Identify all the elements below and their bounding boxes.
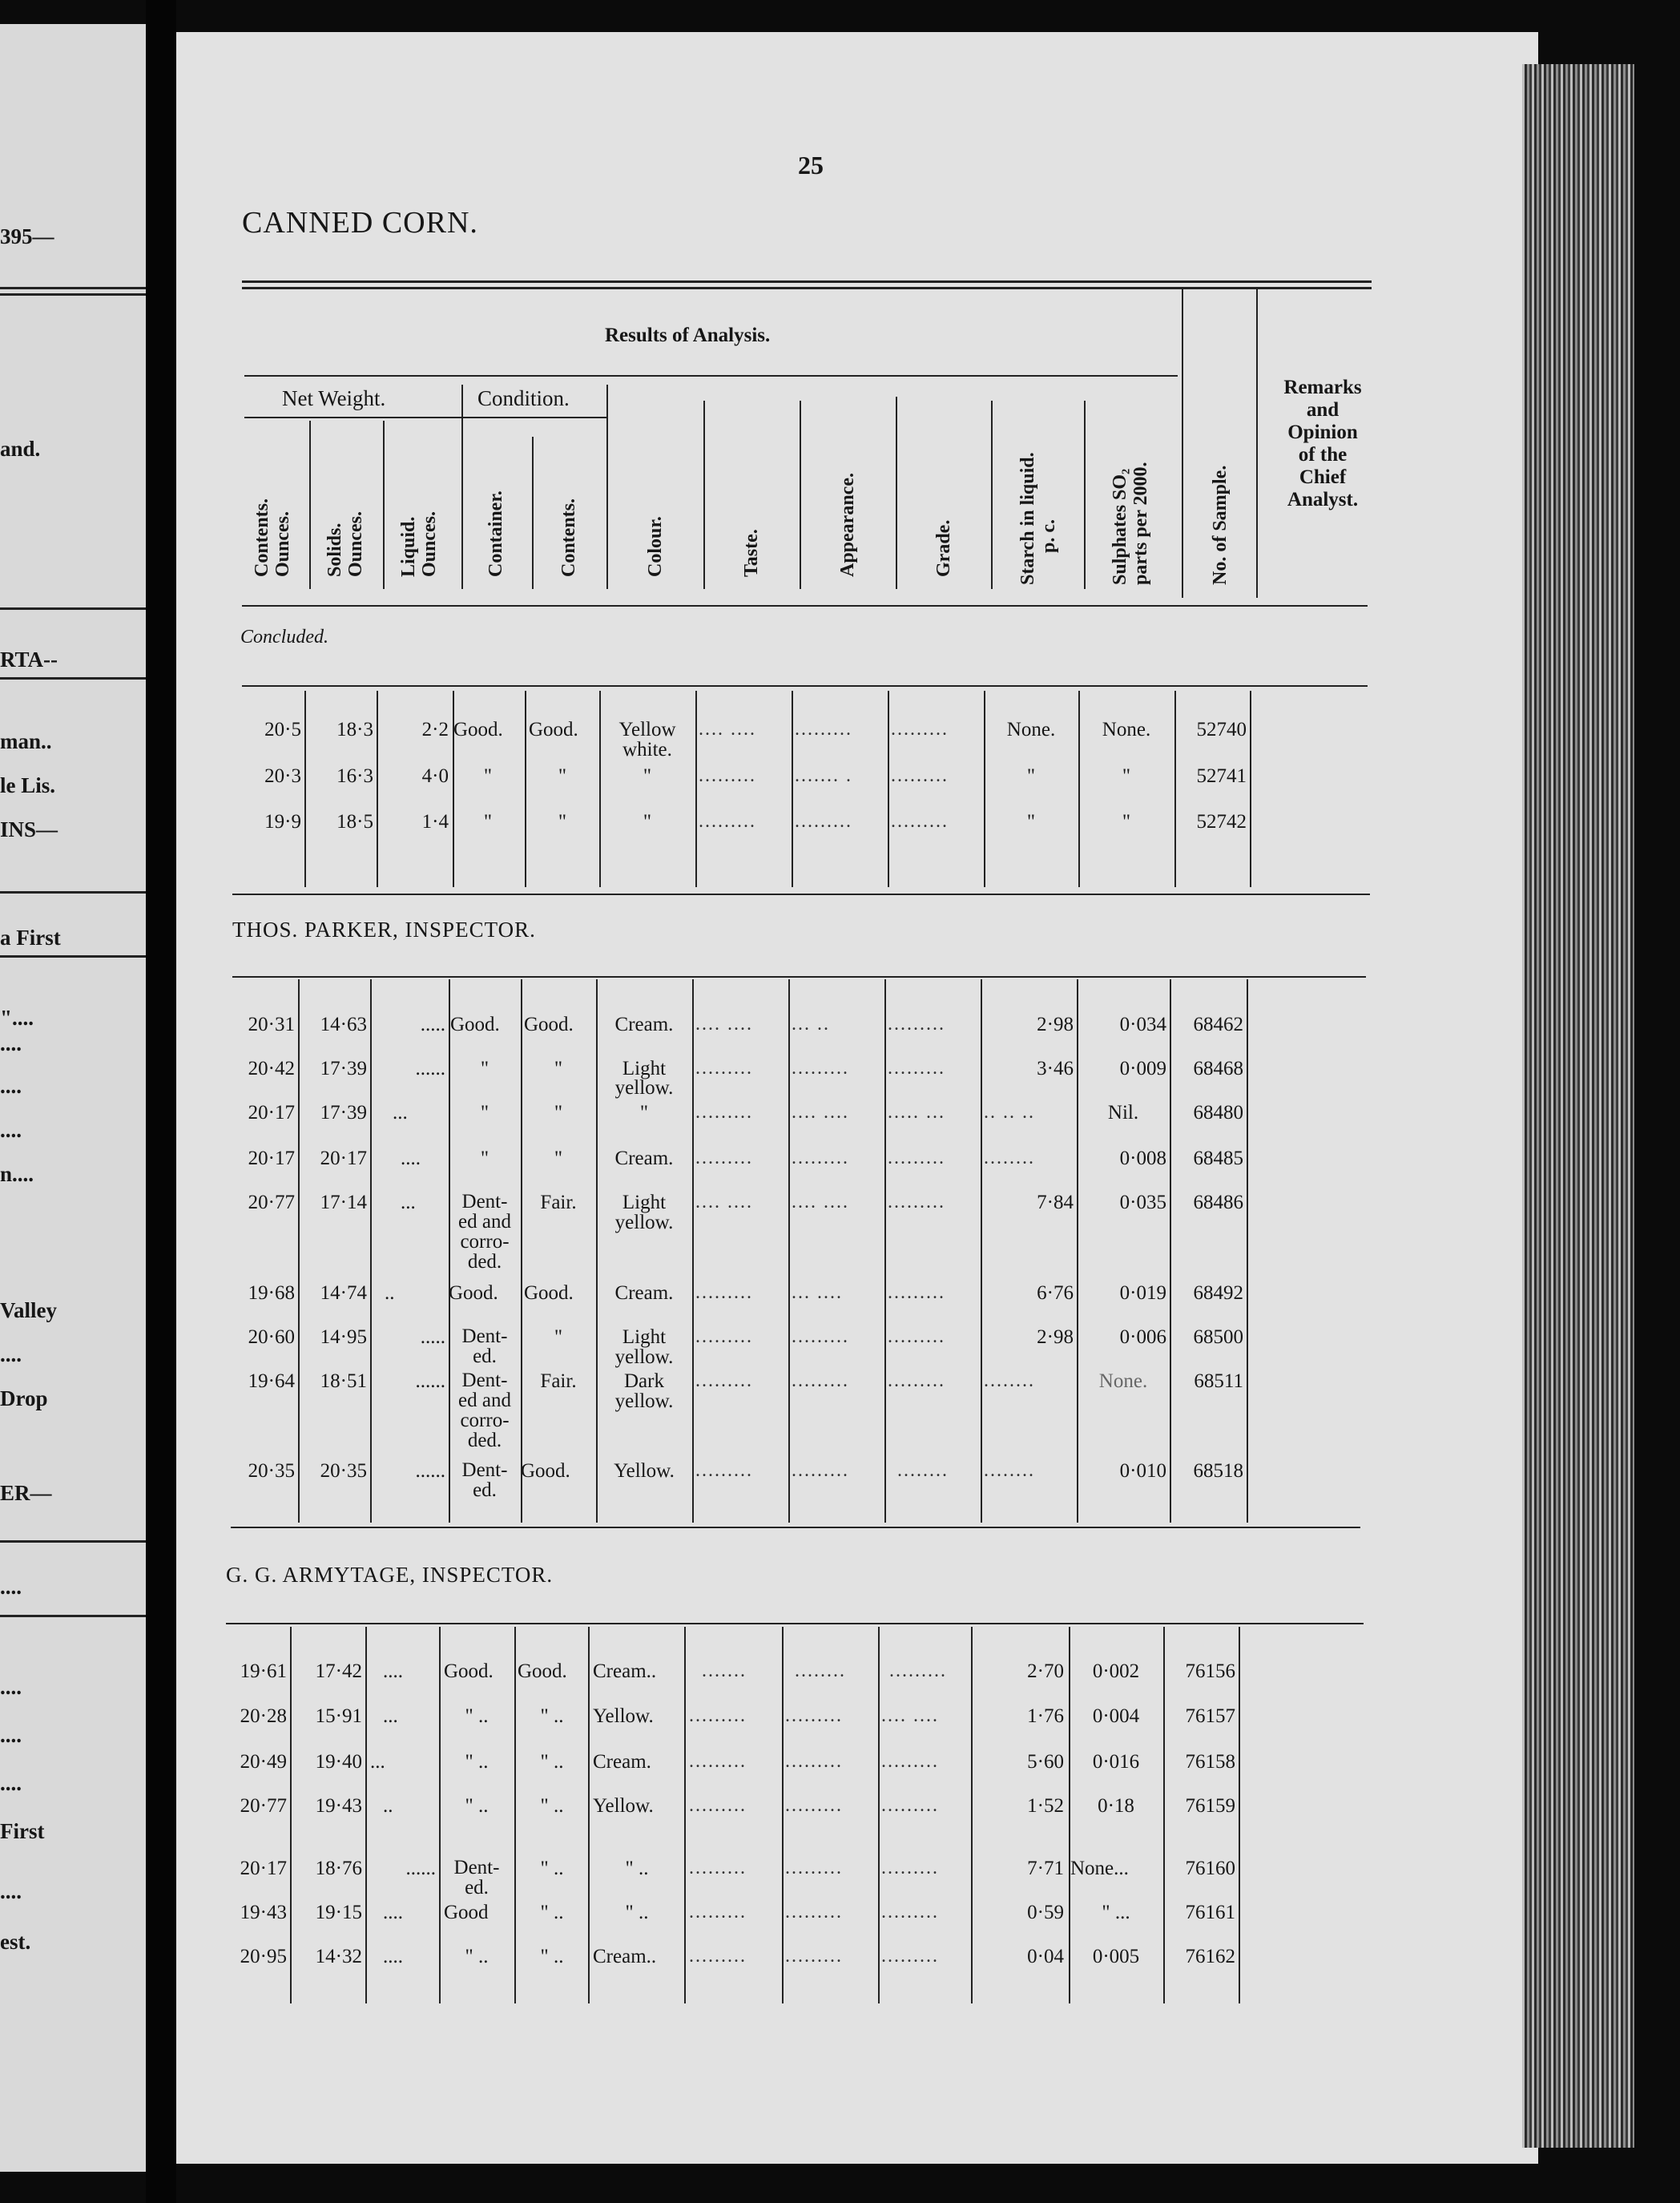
cell-sulphates: " ... [1102, 1902, 1130, 1923]
cell-contents: 20·77 [248, 1192, 295, 1213]
net-weight-heading: Net Weight. [282, 386, 386, 410]
cell-colour-line2: yellow. [614, 1390, 674, 1412]
cell-colour: " .. [625, 1902, 649, 1923]
cell-container: Good [444, 1902, 489, 1923]
cell-condition-contents: " [558, 811, 567, 833]
cell-sulphates: 0·006 [1119, 1326, 1166, 1348]
cell-sample: 76160 [1185, 1858, 1235, 1879]
cell-sulphates: None. [1102, 719, 1151, 740]
cell-starch: 1·76 [1027, 1705, 1064, 1727]
cell-liquid: ...... [415, 1370, 445, 1392]
left-fragment: .... [0, 1575, 22, 1599]
cell-colour: Cream. [614, 1014, 674, 1035]
cell-colour: Light [622, 1058, 667, 1079]
cell-solids: 14·32 [315, 1946, 362, 1967]
col-solids-ounces-2: Ounces. [345, 510, 366, 577]
col-starch-1: Starch in liquid. [1017, 452, 1038, 585]
page-number: 25 [798, 151, 824, 180]
cell-condition-contents: Good. [518, 1660, 567, 1682]
cell-colour: Yellow. [593, 1705, 654, 1727]
col-container: Container. [485, 490, 506, 577]
left-fragment: .... [0, 1342, 22, 1366]
col-contents-ounces-1: Contents. [252, 498, 272, 577]
cell-sulphates: None. [1098, 1370, 1148, 1392]
left-fragment: le Lis. [0, 773, 56, 797]
cell-sulphates: 0·004 [1092, 1705, 1140, 1727]
cell-sulphates: 0·18 [1098, 1795, 1134, 1817]
cell-solids: 19·43 [315, 1795, 362, 1817]
cell-colour: Yellow [618, 719, 676, 740]
cell-liquid: ..... [420, 1326, 445, 1348]
cell-sample: 76159 [1185, 1795, 1235, 1817]
cell-contents: 19·68 [248, 1282, 295, 1304]
cell-condition-contents: " [558, 765, 567, 787]
cell-sulphates: None... [1070, 1858, 1129, 1879]
cell-container: " [483, 765, 493, 787]
cell-sample: 76157 [1185, 1705, 1235, 1727]
cell-condition-contents: " .. [540, 1795, 564, 1817]
cell-contents: 20·60 [248, 1326, 295, 1348]
cell-starch: " [1026, 811, 1036, 833]
cell-liquid: ... [383, 1705, 398, 1727]
cell-colour: Light [622, 1326, 667, 1348]
cell-contents: 20·42 [248, 1058, 295, 1079]
left-fragment: .... [0, 1771, 22, 1795]
cell-contents: 19·43 [240, 1902, 287, 1923]
cell-sample: 68462 [1193, 1014, 1243, 1035]
cell-contents: 20·5 [264, 719, 301, 740]
left-fragment: and. [0, 437, 41, 461]
cell-sulphates: 0·009 [1119, 1058, 1166, 1079]
cell-sulphates: 0·019 [1119, 1282, 1166, 1304]
cell-sample: 76156 [1185, 1660, 1235, 1682]
book-gutter [146, 0, 176, 2203]
cell-sample: 68486 [1193, 1192, 1243, 1213]
cell-condition-contents: " [554, 1058, 563, 1079]
col-solids-ounces-1: Solids. [324, 523, 345, 577]
cell-colour: Dark [624, 1370, 664, 1392]
cell-sample: 68518 [1193, 1460, 1243, 1482]
cell-condition-contents: " [554, 1148, 563, 1169]
left-fragment: est. [0, 1930, 31, 1954]
col-starch-2: p. c. [1038, 519, 1059, 553]
cell-container: Good. [449, 1282, 498, 1304]
cell-colour: Cream. [614, 1148, 674, 1169]
cell-starch: 7·84 [1037, 1192, 1074, 1213]
cell-condition-contents: Fair. [540, 1192, 577, 1213]
cell-contents: 20·77 [240, 1795, 287, 1817]
cell-contents: 20·3 [264, 765, 301, 787]
cell-solids: 19·15 [315, 1902, 362, 1923]
cell-condition-contents: Good. [524, 1014, 574, 1035]
cell-liquid: .. [385, 1282, 395, 1304]
cell-colour-line2: yellow. [614, 1077, 674, 1099]
cell-solids: 14·74 [320, 1282, 367, 1304]
left-fragment: .... [0, 1031, 22, 1055]
cell-sample: 76158 [1185, 1751, 1235, 1773]
cell-contents: 20·28 [240, 1705, 287, 1727]
cell-colour: Light [622, 1192, 667, 1213]
cell-contents: 20·17 [248, 1148, 295, 1169]
inspector-heading: THOS. PARKER, INSPECTOR. [232, 918, 536, 942]
cell-contents: 20·95 [240, 1946, 287, 1967]
left-fragment: n.... [0, 1162, 34, 1186]
cell-contents: 19·9 [264, 811, 301, 833]
cell-starch: 5·60 [1027, 1751, 1064, 1773]
cell-sample: 76161 [1185, 1902, 1235, 1923]
cell-solids: 20·35 [320, 1460, 367, 1482]
cell-container: Dent- ed and corro- ded. [458, 1370, 511, 1451]
col-sulphates-1: Sulphates SO₂ [1110, 468, 1130, 585]
cell-container: " .. [465, 1946, 489, 1967]
cell-starch: " [1026, 765, 1036, 787]
cell-colour: Yellow. [614, 1460, 675, 1482]
cell-sulphates: 0·008 [1119, 1148, 1166, 1169]
cell-contents: 20·17 [248, 1102, 295, 1124]
cell-condition-contents: " .. [540, 1946, 564, 1967]
cell-contents: 20·49 [240, 1751, 287, 1773]
left-fragment: ER— [0, 1481, 52, 1505]
cell-liquid: ... [401, 1192, 416, 1213]
cell-solids: 17·39 [320, 1058, 367, 1079]
cell-container: Dent- ed. [453, 1857, 500, 1898]
cell-starch: 0·04 [1027, 1946, 1064, 1967]
cell-liquid: 2·2 [421, 719, 449, 740]
cell-sample: 68480 [1193, 1102, 1243, 1124]
right-page [176, 32, 1538, 2164]
results-of-analysis-heading: Results of Analysis. [605, 325, 771, 346]
cell-sulphates: 0·035 [1119, 1192, 1166, 1213]
cell-sulphates: 0·005 [1092, 1946, 1140, 1967]
page-title: CANNED CORN. [242, 206, 478, 240]
cell-condition-contents: Fair. [540, 1370, 577, 1392]
left-fragment: Drop [0, 1386, 48, 1410]
cell-colour: " .. [625, 1858, 649, 1879]
cell-condition-contents: " [554, 1102, 563, 1124]
cell-condition-contents: Good. [521, 1460, 570, 1482]
cell-sulphates: 0·034 [1119, 1014, 1166, 1035]
cell-colour: Cream. [614, 1282, 674, 1304]
cell-liquid: ...... [405, 1858, 436, 1879]
cell-sulphates: " [1122, 765, 1131, 787]
cell-container: " .. [465, 1795, 489, 1817]
col-sulphates-2: parts per 2000. [1130, 462, 1151, 585]
col-sample-number: No. of Sample. [1210, 465, 1231, 585]
left-fragment: RTA-- [0, 648, 58, 672]
cell-condition-contents: " .. [540, 1751, 564, 1773]
cell-colour: Yellow. [593, 1795, 654, 1817]
cell-solids: 18·5 [336, 811, 373, 833]
col-liquid-ounces-1: Liquid. [398, 516, 419, 577]
cell-sulphates: 0·016 [1092, 1751, 1140, 1773]
cell-condition-contents: " [554, 1326, 563, 1348]
cell-colour: " [643, 765, 652, 787]
cell-colour-line2: white. [622, 739, 672, 761]
left-fragment: ".... [0, 1006, 34, 1030]
cell-contents: 19·64 [248, 1370, 295, 1392]
cell-sample: 68500 [1193, 1326, 1243, 1348]
cell-container: Good. [450, 1014, 500, 1035]
cell-condition-contents: " .. [540, 1902, 564, 1923]
left-fragment: man.. [0, 729, 52, 753]
left-page-fragment [0, 24, 146, 2172]
cell-liquid: ...... [415, 1460, 445, 1482]
cell-container: Good. [444, 1660, 494, 1682]
cell-solids: 15·91 [315, 1705, 362, 1727]
cell-condition-contents: " .. [540, 1705, 564, 1727]
cell-liquid: ... [370, 1751, 385, 1773]
cell-starch: 7·71 [1027, 1858, 1064, 1879]
cell-colour: Cream.. [593, 1660, 657, 1682]
col-appearance: Appearance. [837, 473, 858, 577]
cell-container: " .. [465, 1705, 489, 1727]
cell-sample: 76162 [1185, 1946, 1235, 1967]
cell-sample: 52741 [1196, 765, 1247, 787]
col-liquid-ounces-2: Ounces. [419, 510, 440, 577]
cell-condition-contents: " .. [540, 1858, 564, 1879]
cell-starch: 6·76 [1037, 1282, 1074, 1304]
cell-sample: 68511 [1194, 1370, 1243, 1392]
inspector-heading: G. G. ARMYTAGE, INSPECTOR. [226, 1563, 554, 1587]
col-grade: Grade. [933, 519, 954, 577]
cell-colour: " [643, 811, 652, 833]
cell-sulphates: 0·002 [1092, 1660, 1140, 1682]
left-fragment: a First [0, 926, 61, 950]
col-colour: Colour. [645, 516, 666, 577]
cell-starch: 3·46 [1037, 1058, 1074, 1079]
cell-container: Dent- ed. [461, 1459, 508, 1501]
cell-solids: 19·40 [315, 1751, 362, 1773]
cell-solids: 18·51 [320, 1370, 367, 1392]
cell-container: " [480, 1058, 489, 1079]
cell-solids: 17·14 [320, 1192, 367, 1213]
left-fragment: INS— [0, 817, 58, 841]
cell-contents: 20·31 [248, 1014, 295, 1035]
cell-solids: 17·42 [315, 1660, 362, 1682]
cell-liquid: ..... [420, 1014, 445, 1035]
cell-solids: 17·39 [320, 1102, 367, 1124]
page-edges [1522, 64, 1634, 2148]
cell-sample: 52742 [1196, 811, 1247, 833]
cell-sample: 68468 [1193, 1058, 1243, 1079]
cell-starch: None. [1006, 719, 1056, 740]
cell-liquid: .. [383, 1795, 393, 1817]
cell-container: Dent- ed. [461, 1325, 508, 1367]
left-fragment: 395— [0, 224, 54, 248]
left-fragment: .... [0, 1723, 22, 1747]
cell-solids: 20·17 [320, 1148, 367, 1169]
concluded-note: Concluded. [240, 627, 328, 648]
cell-liquid: .... [383, 1660, 403, 1682]
cell-contents: 19·61 [240, 1660, 287, 1682]
cell-container: " [480, 1102, 489, 1124]
cell-liquid: ...... [415, 1058, 445, 1079]
cell-solids: 18·3 [336, 719, 373, 740]
cell-colour-line2: yellow. [614, 1212, 674, 1233]
cell-liquid: 4·0 [421, 765, 449, 787]
cell-container: Good. [453, 719, 503, 740]
cell-liquid: ... [393, 1102, 408, 1124]
condition-heading: Condition. [477, 386, 570, 410]
left-fragment: Valley [0, 1298, 58, 1322]
cell-sulphates: " [1122, 811, 1131, 833]
remarks-heading: Remarks and Opinion of the Chief Analyst. [1283, 377, 1362, 510]
cell-contents: 20·35 [248, 1460, 295, 1482]
cell-starch: 0·59 [1027, 1902, 1064, 1923]
left-fragment: .... [0, 1074, 22, 1098]
col-contents-ounces-2: Ounces. [272, 510, 293, 577]
cell-colour: " [639, 1102, 649, 1124]
cell-sample: 68492 [1193, 1282, 1243, 1304]
cell-container: " [480, 1148, 489, 1169]
cell-solids: 16·3 [336, 765, 373, 787]
cell-colour: Cream.. [593, 1946, 657, 1967]
cell-container: " .. [465, 1751, 489, 1773]
col-taste: Taste. [741, 529, 762, 577]
cell-liquid: .... [383, 1902, 403, 1923]
cell-solids: 14·63 [320, 1014, 367, 1035]
cell-liquid: .... [383, 1946, 403, 1967]
col-contents: Contents. [558, 498, 579, 577]
left-fragment: .... [0, 1675, 22, 1699]
cell-starch: 1·52 [1027, 1795, 1064, 1817]
cell-sulphates: Nil. [1107, 1102, 1139, 1124]
cell-liquid: .... [401, 1148, 421, 1169]
cell-colour: Cream. [593, 1751, 651, 1773]
cell-contents: 20·17 [240, 1858, 287, 1879]
cell-solids: 14·95 [320, 1326, 367, 1348]
cell-starch: 2·98 [1037, 1014, 1074, 1035]
cell-container: " [483, 811, 493, 833]
left-fragment: First [0, 1819, 45, 1843]
cell-colour-line2: yellow. [614, 1346, 674, 1368]
cell-sample: 68485 [1193, 1148, 1243, 1169]
cell-sulphates: 0·010 [1119, 1460, 1166, 1482]
cell-sample: 52740 [1196, 719, 1247, 740]
cell-liquid: 1·4 [421, 811, 449, 833]
cell-starch: 2·70 [1027, 1660, 1064, 1682]
cell-condition-contents: Good. [524, 1282, 574, 1304]
cell-starch: 2·98 [1037, 1326, 1074, 1348]
left-fragment: .... [0, 1879, 22, 1903]
cell-solids: 18·76 [315, 1858, 362, 1879]
cell-container: Dent- ed and corro- ded. [458, 1191, 511, 1273]
cell-condition-contents: Good. [529, 719, 578, 740]
left-fragment: .... [0, 1118, 22, 1142]
